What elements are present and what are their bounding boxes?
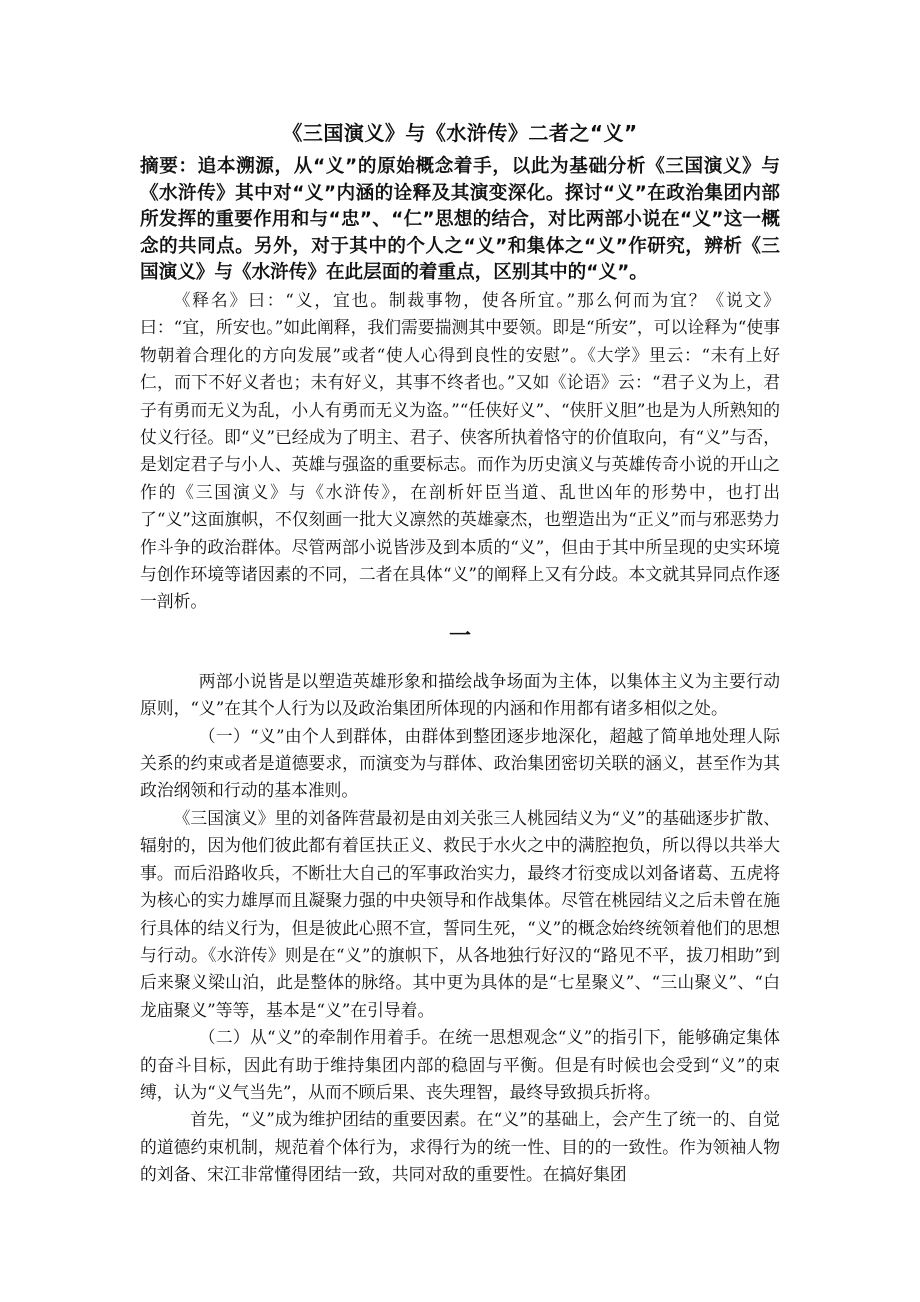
body-paragraph-4: （二）从“义”的牵制作用着手。在统一思想观念“义”的指引下，能够确定集体的奋斗目标，因此有助于维持集团内部的稳固与平衡。但是有时候也会受到“义”的束缚，认为“义气当先”，从而不顾后果、丧失理智，最终导致损兵折将。 xyxy=(140,1027,780,1102)
document-title: 《三国演义》与《水浒传》二者之“义” xyxy=(282,121,638,145)
intro-paragraph: 《释名》曰：“义，宜也。制裁事物，使各所宜。”那么何而为宜？《说文》曰：“宜，所安也。”如此阐释，我们需要揣测其中要领。即是“所安”，可以诠释为“使事物朝着合理化的方向发展”或者“使人心得到良性的安慰”。《大学》里云：“未有上好仁，而下不好义者也；未有好义，其事不终者也。”又如《论语》云：“君子义为上，君子有勇而无义为乱，小人有勇而无义为盗。”“任侠好义”、“侠肝义胆”也是为人所熟知的仗义行径。即“义”已经成为了明主、君子、侠客所执着恪守的价值取向，有“义”与否，是划定君子与小人、英雄与强盗的重要标志。而作为历史演义与英雄传奇小说的开山之作的《三国演义》与《水浒传》，在剖析奸臣当道、乱世凶年的形势中，也打出了“义”这面旗帜，不仅刻画一批大义凛然的英雄豪杰，也塑造出为“正义”而与邪恶势力作斗争的政治群体。尽管两部小说皆涉及到本质的“义”，但由于其中所呈现的史实环境与创作环境等诸因素的不同，二者在具体“义”的阐释上又有分歧。本文就其异同点作逐一剖析。 xyxy=(140,289,780,612)
body-paragraph-5: 首先，“义”成为维护团结的重要因素。在“义”的基础上，会产生了统一的、自觉的道德约束机制，规范着个体行为，求得行为的统一性、目的的一致性。作为领袖人物的刘备、宋江非常懂得团结一致，共同对敌的重要性。在搞好集团 xyxy=(140,1109,780,1185)
body-paragraph-1: 两部小说皆是以塑造英雄形象和描绘战争场面为主体，以集体主义为主要行动原则，“义”在其个人行为以及政治集团所体现的内涵和作用都有诸多相似之处。 xyxy=(140,670,780,719)
document-page xyxy=(140,118,780,1189)
body-paragraph-3: 《三国演义》里的刘备阵营最初是由刘关张三人桃园结义为“义”的基础逐步扩散、辐射的，因为他们彼此都有着匡扶正义、救民于水火之中的满腔抱负，所以得以共举大事。而后沿路收兵，不断壮大自己的军事政治实力，最终才衍变成以刘备诸葛、五虎将为核心的实力雄厚而且凝聚力强的中央领导和作战集体。尽管在桃园结义之后未曾在施行具体的结义行为，但是彼此心照不宣，誓同生死，“义”的概念始终统领着他们的思想与行动。《水浒传》则是在“义”的旗帜下，从各地独行好汉的“路见不平，拔刀相助”到后来聚义梁山泊，此是整体的脉络。其中更为具体的是“七星聚义”、“三山聚义”、“白龙庙聚义”等等，基本是“义”在引导着。 xyxy=(140,807,780,1020)
abstract-paragraph: 摘要：追本溯源，从“义”的原始概念着手，以此为基础分析《三国演义》与《水浒传》其中对“义”内涵的诠释及其演变深化。探讨“义”在政治集团内部所发挥的重要作用和与“忠”、“仁”思想的结合，对比两部小说在“义”这一概念的共同点。另外，对于其中的个人之“义”和集体之“义”作研究，辨析《三国演义》与《水浒传》在此层面的着重点，区别其中的“义”。 xyxy=(140,156,780,284)
body-paragraph-2: （一）“义”由个人到群体，由群体到整团逐步地深化，超越了简单地处理人际关系的约束或者是道德要求，而演变为与群体、政治集团密切关联的涵义，甚至作为其政治纲领和行动的基本准则。 xyxy=(140,725,780,801)
section-heading-one: 一 xyxy=(448,623,471,649)
